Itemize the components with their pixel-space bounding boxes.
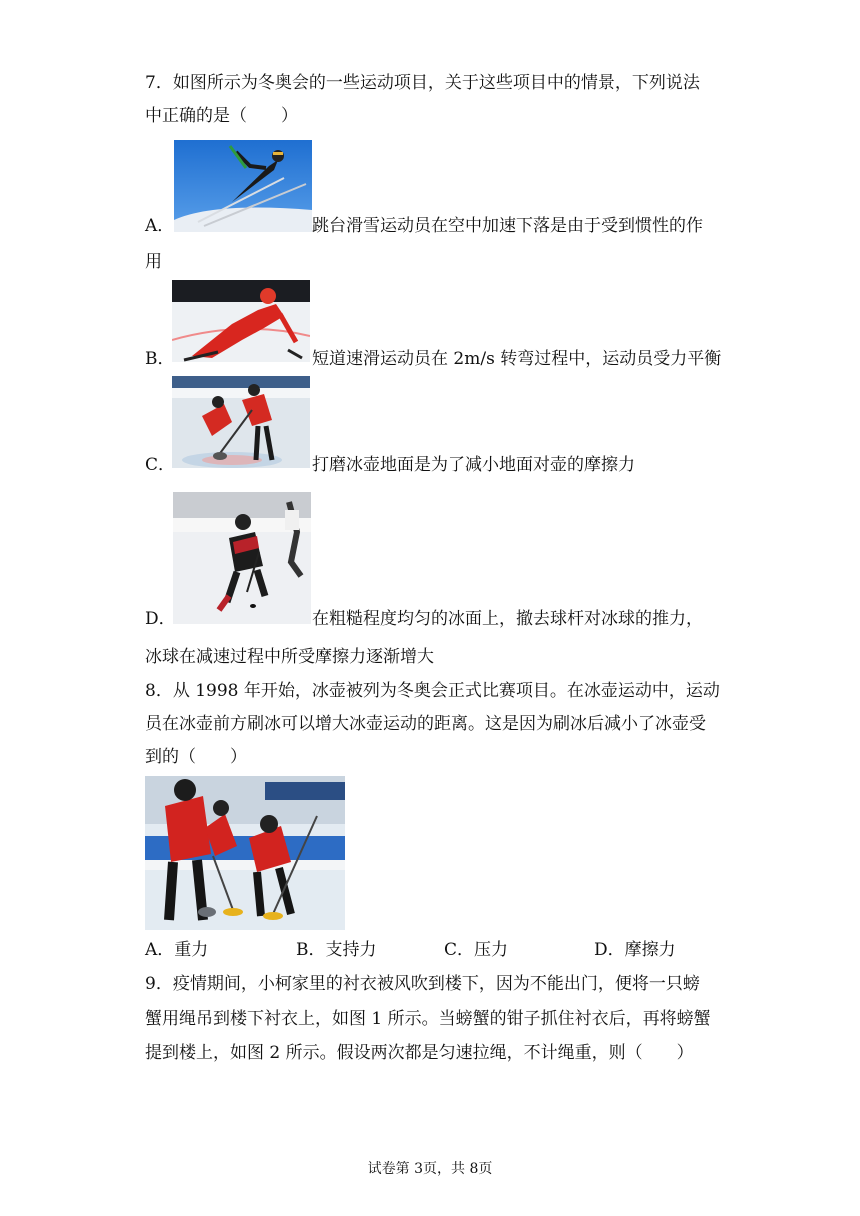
q8-option-b: B．支持力 xyxy=(296,940,377,960)
q9-stem-line3: 提到楼上，如图 2 所示。假设两次都是匀速拉绳，不计绳重，则（ ） xyxy=(145,1043,694,1063)
curling-team-photo xyxy=(145,776,345,930)
q8-stem-line2: 员在冰壶前方刷冰可以增大冰壶运动的距离。这是因为刷冰后减小了冰壶受 xyxy=(145,714,706,734)
option-b-label: B． xyxy=(145,349,175,369)
curling-sweep-photo xyxy=(172,376,310,468)
q9-stem-line2: 蟹用绳吊到楼下衬衣上，如图 1 所示。当螃蟹的钳子抓住衬衣后，再将螃蟹 xyxy=(145,1009,711,1029)
option-a-text-line1: 跳台滑雪运动员在空中加速下落是由于受到惯性的作 xyxy=(312,216,703,236)
q8-option-a: A．重力 xyxy=(145,940,209,960)
option-d-text-line1: 在粗糙程度均匀的冰面上，撤去球杆对冰球的推力， xyxy=(312,609,703,629)
option-d-text-line2: 冰球在减速过程中所受摩擦力逐渐增大 xyxy=(145,647,434,667)
option-a-label: A． xyxy=(145,216,175,236)
option-c-text: 打磨冰壶地面是为了减小地面对壶的摩擦力 xyxy=(312,455,635,475)
q8-stem-line3: 到的（ ） xyxy=(145,747,247,767)
option-d-label: D． xyxy=(145,609,176,629)
page-footer: 试卷第 3页，共 8页 xyxy=(367,1161,493,1177)
speed-skater-photo xyxy=(172,280,310,362)
q8-option-c: C．压力 xyxy=(444,940,509,960)
option-c-label: C． xyxy=(145,455,176,475)
option-a-text-line2: 用 xyxy=(145,252,162,272)
ice-hockey-photo xyxy=(173,492,311,624)
q9-stem-line1: 9．疫情期间，小柯家里的衬衣被风吹到楼下，因为不能出门，便将一只螃 xyxy=(145,974,700,994)
q8-stem-line1: 8．从 1998 年开始，冰壶被列为冬奥会正式比赛项目。在冰壶运动中，运动 xyxy=(145,681,720,701)
q7-stem-line2: 中正确的是（ ） xyxy=(145,106,298,126)
ski-jumper-photo xyxy=(174,140,312,232)
option-b-text: 短道速滑运动员在 2m/s 转弯过程中，运动员受力平衡 xyxy=(312,349,722,369)
q7-stem-line1: 7．如图所示为冬奥会的一些运动项目，关于这些项目中的情景，下列说法 xyxy=(145,73,700,93)
q8-option-d: D．摩擦力 xyxy=(594,940,676,960)
